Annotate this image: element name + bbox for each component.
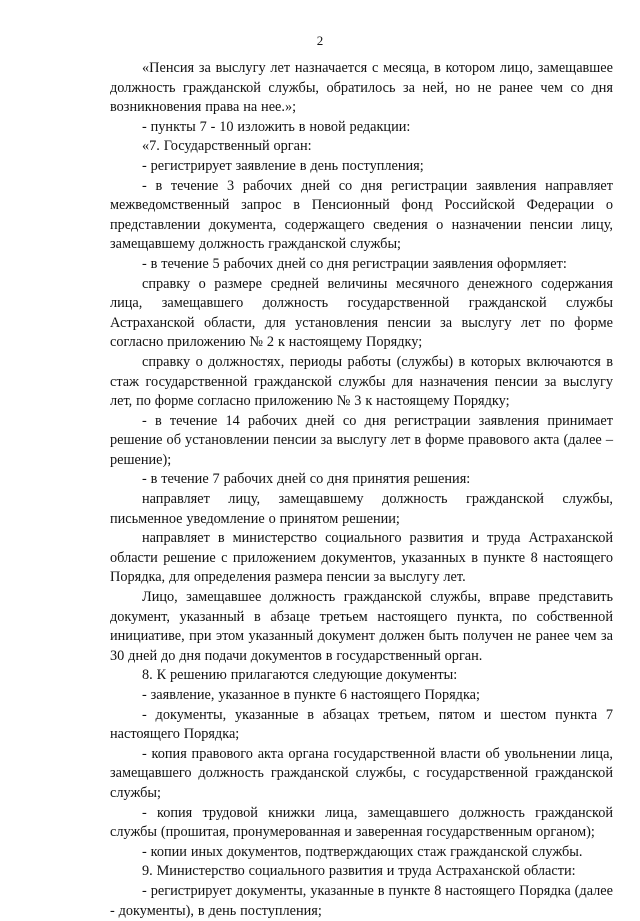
paragraph: - копия правового акта органа государственной власти об увольнении лица, замещавшего должность гражданской службы, с государственной гражданской службы; xyxy=(110,745,613,801)
paragraph: - копия трудовой книжки лица, замещавшего должность гражданской службы (прошитая, пронумерованная и заверенная государственным органом); xyxy=(110,804,613,841)
paragraph: - в течение 14 рабочих дней со дня регистрации заявления принимает решение об установлении пенсии за выслугу лет в форме правового акта (далее – решение); xyxy=(110,412,613,468)
paragraph: - регистрирует документы, указанные в пункте 8 настоящего Порядка (далее - документы), в день поступления; xyxy=(110,882,613,919)
paragraph: - регистрирует заявление в день поступления; xyxy=(142,157,424,174)
paragraph: - пункты 7 - 10 изложить в новой редакции: xyxy=(142,118,411,135)
paragraph: направляет лицу, замещавшему должность гражданской службы, письменное уведомление о принятом решении; xyxy=(110,491,613,527)
paragraph: - в течение 3 рабочих дней со дня регистрации заявления направляет межведомственный запрос в Пенсионный фонд Российской Федерации о представлении документа, содержащего сведения о назначении пенсии лицу, замещавшему должность гражданской службы; xyxy=(110,177,613,253)
paragraph: - в течение 7 рабочих дней со дня принятия решения: xyxy=(142,471,471,488)
paragraph: Лицо, замещавшее должность гражданской службы, вправе представить документ, указанный в абзаце третьем настоящего пункта, по собственной инициативе, при этом указанный документ должен быть получен не ранее чем за 30 дней до дня подачи документов в государственный орган. xyxy=(110,589,613,664)
paragraph: - копии иных документов, подтверждающих стаж гражданской службы. xyxy=(142,843,583,860)
paragraph: 8. К решению прилагаются следующие документы: xyxy=(142,667,458,684)
paragraph: 9. Министерство социального развития и труда Астраханской области: xyxy=(142,863,576,880)
page-number: 2 xyxy=(316,33,324,48)
paragraph: справку о должностях, периоды работы (службы) в которых включаются в стаж государственной гражданской службы для назначения пенсии за выслугу лет, по форме согласно приложению № 3 к настоящему Порядку; xyxy=(110,353,613,410)
paragraph: - документы, указанные в абзацах третьем, пятом и шестом пункта 7 настоящего Порядка; xyxy=(110,706,613,743)
document-body xyxy=(110,59,613,921)
paragraph: - заявление, указанное в пункте 6 настоящего Порядка; xyxy=(142,687,480,703)
paragraph: направляет в министерство социального развития и труда Астраханской области решение с приложением документов, указанных в пункте 8 настоящего Порядка, для определения размера пенсии за выслугу лет. xyxy=(110,530,613,586)
paragraph: справку о размере средней величины месячного денежного содержания лица, замещавшего должность государственной гражданской службы Астраханской области, для установления пенсии за выслугу лет по форме согласно приложению № 2 к настоящему Порядку; xyxy=(110,275,613,351)
paragraph: - в течение 5 рабочих дней со дня регистрации заявления оформляет: xyxy=(142,255,567,272)
paragraph: «Пенсия за выслугу лет назначается с месяца, в котором лицо, замещавшее должность гражданской службы, обратилось за ней, но не ранее чем со дня возникновения права на нее.»; xyxy=(110,60,613,116)
paragraph: «7. Государственный орган: xyxy=(142,138,312,155)
